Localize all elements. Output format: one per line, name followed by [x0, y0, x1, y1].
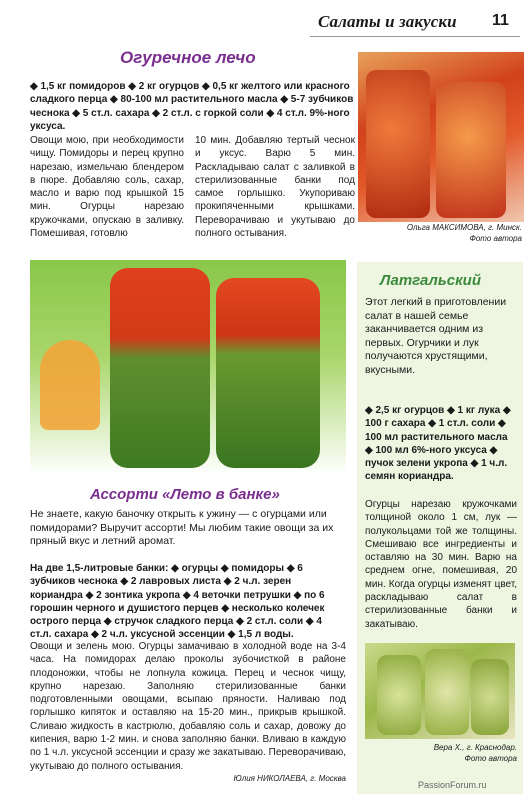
teapot-shape	[40, 340, 100, 430]
jar-shape	[425, 649, 469, 735]
recipe1-caption	[360, 222, 522, 244]
recipe1-author: Ольга МАКСИМОВА, г. Минск.	[406, 223, 522, 232]
recipe2-body: Овощи и зелень мою. Огурцы замачиваю в холодной воде на 3-4 часа. На помидорах делаю проколы зубочисткой в районе плодоножки, чтобы не лопнула кожица. Перец и чеснок чищу, крупно нарезаю. Заполняю стерилизованные банки подготовленными овощами, всыпаю пряности. Наливаю под горлышко кипяток и оставляю на 15-20 мин., прикрыв крышкой. Сливаю жидкость в кастрюлю, добавляю соль и сахар, довожу до кипения, варю 1-2 мин. и снова заполняю банки. Вливаю в каждую по 1 ч.л. уксусной эссенции и сразу же закатываю. Переворачиваю, укутываю до полного остывания.	[30, 641, 346, 772]
recipe2-ingredients: На две 1,5-литровые банки: ◆ огурцы ◆ помидоры ◆ 6 зубчиков чеснока ◆ 2 лавровых листа ◆ 2 ч.л. зерен кориандра ◆ 2 зонтика укропа ◆ 4 веточки петрушки ◆ по 6 горошин черного и душистого перцев ◆ несколько колечек острого перца ◆ стручок сладкого перца ◆ 2 ст.л. соли ◆ 4 ст.л. сахара ◆ 2 ч.л. уксусной эссенции ◆ 1,5 л воды.	[30, 563, 325, 641]
site-watermark: PassionForum.ru	[418, 780, 487, 790]
photo-assorti-jars	[30, 260, 346, 475]
recipe3-caption	[365, 742, 517, 764]
jar-shape	[436, 82, 506, 218]
recipe-title-latgalsky: Латгальский	[380, 272, 482, 289]
recipe-title-assorti: Ассорти «Лето в банке»	[90, 486, 280, 503]
recipe3-author: Вера Х., г. Краснодар.	[433, 743, 517, 752]
header-divider	[310, 36, 520, 37]
recipe3-ingredients: ◆ 2,5 кг огурцов ◆ 1 кг лука ◆ 100 г сахара ◆ 1 ст.л. соли ◆ 100 мл растительного масла ◆ 100 мл 6%-ного уксуса ◆ пучок зелени укропа ◆ 1 ч.л. семян кориандра.	[365, 405, 511, 483]
recipe2-intro: Не знаете, какую баночку открыть к ужину — с огурцами или помидорами? Выручит ассорти! Мы любим такие овощи за их пряный вкус и летний аромат.	[30, 508, 334, 547]
recipe1-photo-credit: Фото автора	[469, 234, 522, 243]
recipe3-intro: Этот легкий в приготовлении салат в нашей семье заканчивается одним из первых. Огурчики и лук получаются хрустящими, вкусными.	[365, 296, 507, 376]
recipe1-body-column2: 10 мин. Добавляю тертый чеснок и уксус. Варю 5 мин. Раскладываю салат с заливкой в стерилизованные банки под самое горлышко. Укупориваю прокипяченными крышками. Переворачиваю и укутываю до полного остывания.	[195, 135, 355, 240]
jar-shape	[110, 268, 210, 468]
recipe3-body: Огурцы нарезаю кружочками толщиной около 1 см, лук — полукольцами той же толщины. Смешиваю все ингредиенты и оставляю на 30 мин. Варю на среднем огне, помешивая, 20 мин. Когда огурцы изменят цвет, раскладываю салат в стерилизованные банки и закатываю.	[365, 499, 517, 630]
photo-latgalsky-jars	[365, 643, 515, 739]
photo-lecho-jars	[358, 52, 524, 222]
jar-shape	[366, 70, 430, 218]
jar-shape	[216, 278, 320, 468]
jar-shape	[377, 655, 421, 735]
page-number: 11	[492, 12, 509, 29]
recipe1-body-column1: Овощи мою, при необходимости чищу. Помидоры и перец крупно нарезаю, измельчаю блендером в пюре. Добавляю соль, сахар, масло и варю под крышкой 15 мин. Огурцы нарезаю кружочками, опускаю в заливку. Помешивая, готовлю	[30, 135, 184, 240]
recipe-title-ogurechnoe-lecho: Огуречное лечо	[120, 48, 256, 67]
recipe3-photo-credit: Фото автора	[464, 754, 517, 763]
recipe1-ingredients: ◆ 1,5 кг помидоров ◆ 2 кг огурцов ◆ 0,5 кг желтого или красного сладкого перца ◆ 80-100 мл растительного масла ◆ 5-7 зубчиков чеснока ◆ 5 ст.л. сахара ◆ 2 ст.л. с горкой соли ◆ 4 ст.л. 9%-ного уксуса.	[30, 81, 354, 132]
jar-shape	[471, 659, 509, 735]
section-title: Салаты и закуски	[318, 12, 457, 31]
recipe2-author: Юлия НИКОЛАЕВА, г. Москва	[233, 774, 346, 783]
